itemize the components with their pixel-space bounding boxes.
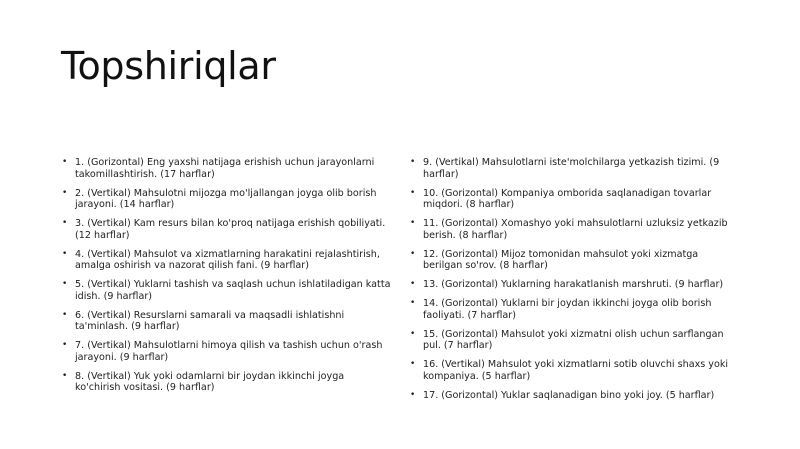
task-list-right: [410, 157, 740, 409]
list-item-text: 2. (Vertikal) Mahsulotni mijozga mo'ljallangan joyga olib borish jarayoni. (14 harflar): [75, 187, 377, 210]
bullet-icon: •: [62, 218, 68, 228]
list-item-text: 17. (Gorizontal) Yuklar saqlanadigan bino yoki joy. (5 harflar): [423, 389, 715, 401]
list-item: [410, 390, 740, 402]
list-item: [410, 249, 740, 272]
list-item: [62, 249, 392, 272]
bullet-icon: •: [410, 298, 416, 308]
list-item: [410, 359, 740, 382]
list-item-text: 1. (Gorizontal) Eng yaxshi natijaga erishish uchun jarayonlarni takomillashtirish. (17 harflar): [75, 157, 375, 180]
list-item: [62, 310, 392, 333]
list-item-text: 10. (Gorizontal) Kompaniya omborida saqlanadigan tovarlar miqdori. (8 harflar): [423, 187, 712, 210]
bullet-icon: •: [410, 218, 416, 228]
list-item-text: 8. (Vertikal) Yuk yoki odamlarni bir joydan ikkinchi joyga ko'chirish vositasi. (9 harflar): [75, 370, 345, 393]
list-item: [62, 279, 392, 302]
list-item-text: 13. (Gorizontal) Yuklarning harakatlanish marshruti. (9 harflar): [423, 279, 724, 290]
list-item-text: 12. (Gorizontal) Mijoz tomonidan mahsulot yoki xizmatga berilgan so'rov. (8 harflar): [423, 248, 699, 271]
bullet-icon: •: [410, 279, 416, 289]
task-list-left: [62, 157, 392, 401]
bullet-icon: •: [62, 248, 68, 259]
bullet-icon: •: [62, 279, 68, 289]
list-item: [410, 298, 740, 321]
bullet-icon: •: [62, 370, 68, 381]
list-item-text: 4. (Vertikal) Mahsulot va xizmatlarning harakatini rejalashtirish, amalga oshirish va nazorat qilish fani. (9 harflar): [75, 248, 380, 271]
list-item-text: 9. (Vertikal) Mahsulotlarni iste'molchilarga yetkazish tizimi. (9 harflar): [423, 157, 720, 180]
bullet-icon: •: [410, 328, 416, 339]
list-item: [62, 188, 392, 211]
slide-title: Topshiriqlar: [61, 44, 276, 88]
list-item: [62, 157, 392, 180]
list-item: [410, 279, 740, 291]
bullet-icon: •: [410, 389, 416, 400]
list-item: [410, 329, 740, 352]
list-item-text: 14. (Gorizontal) Yuklarni bir joydan ikkinchi joyga olib borish faoliyati. (7 harflar): [423, 298, 712, 321]
list-item: [410, 218, 740, 241]
list-item-text: 16. (Vertikal) Mahsulot yoki xizmatlarni sotib oluvchi shaxs yoki kompaniya. (5 harflar): [423, 359, 729, 382]
bullet-icon: •: [62, 157, 68, 167]
list-item: [62, 371, 392, 394]
bullet-icon: •: [410, 248, 416, 259]
list-item-text: 3. (Vertikal) Kam resurs bilan ko'proq natijaga erishish qobiliyati. (12 harflar): [75, 218, 386, 241]
bullet-icon: •: [62, 309, 68, 320]
bullet-icon: •: [410, 359, 416, 369]
list-item-text: 15. (Gorizontal) Mahsulot yoki xizmatni olish uchun sarflangan pul. (7 harflar): [423, 328, 724, 351]
list-item: [62, 340, 392, 363]
bullet-icon: •: [62, 340, 68, 350]
bullet-icon: •: [62, 187, 68, 198]
list-item-text: 5. (Vertikal) Yuklarni tashish va saqlash uchun ishlatiladigan katta idish. (9 harflar): [75, 279, 391, 302]
list-item: [410, 157, 740, 180]
list-item-text: 6. (Vertikal) Resurslarni samarali va maqsadli ishlatishni ta'minlash. (9 harflar): [75, 309, 345, 332]
bullet-icon: •: [410, 187, 416, 198]
list-item-text: 11. (Gorizontal) Xomashyo yoki mahsulotlarni uzluksiz yetkazib berish. (8 harflar): [423, 218, 728, 241]
list-item: [410, 188, 740, 211]
list-item-text: 7. (Vertikal) Mahsulotlarni himoya qilish va tashish uchun o'rash jarayoni. (9 harflar): [75, 340, 383, 363]
bullet-icon: •: [410, 157, 416, 167]
list-item: [62, 218, 392, 241]
